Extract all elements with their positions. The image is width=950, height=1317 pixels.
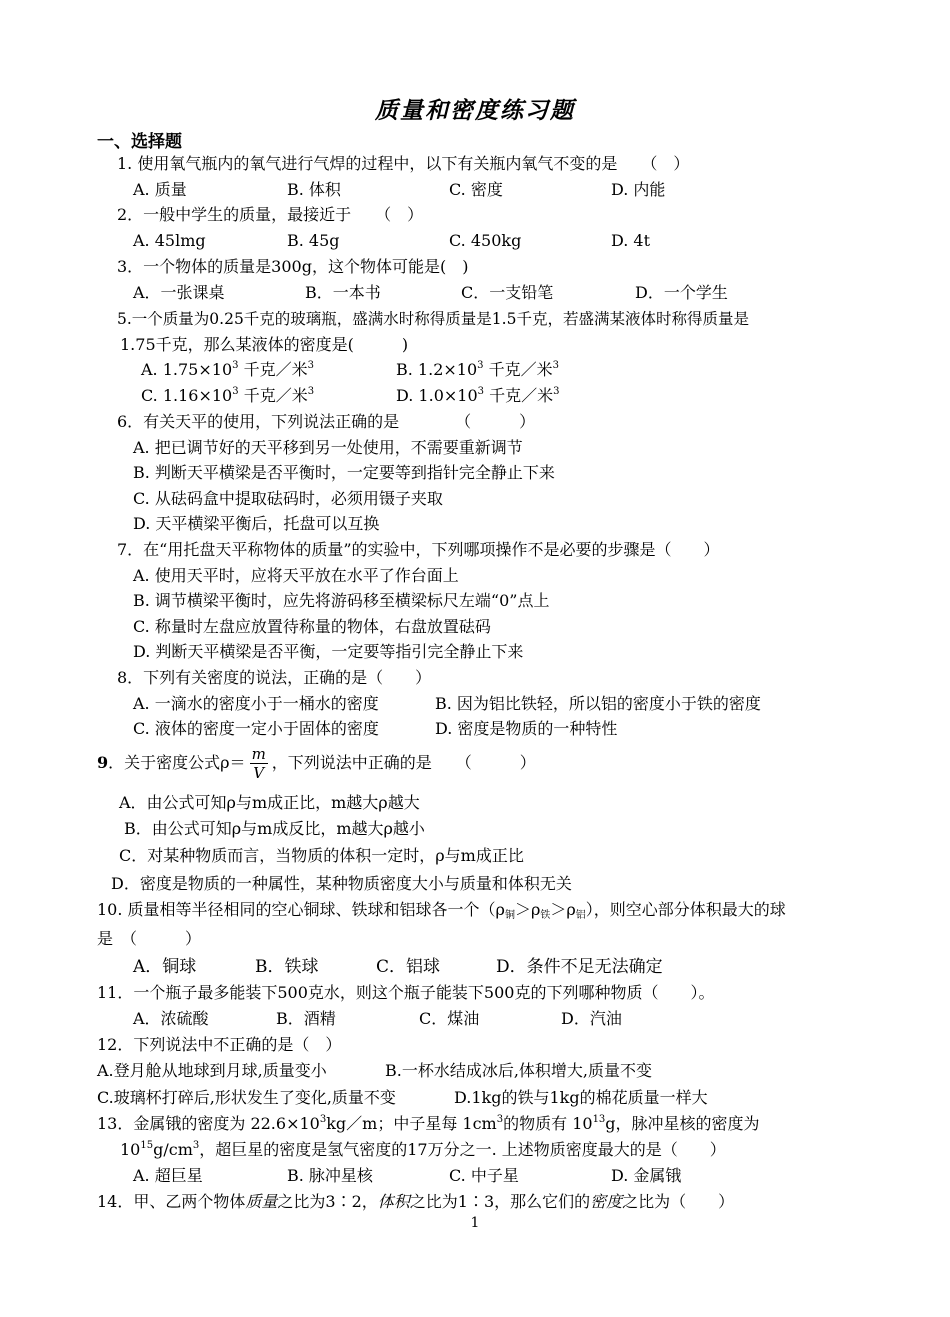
question-6-option-b: B. 判断天平横梁是否平衡时，一定要等到指针完全静止下来 bbox=[133, 463, 555, 482]
option-c: C. 中子星 bbox=[449, 1166, 519, 1185]
option-a: A. 45lmg bbox=[133, 231, 206, 250]
density-formula-fraction: $\frac{m}{V}$ bbox=[251, 745, 266, 782]
option-b: B. 体积 bbox=[287, 180, 341, 199]
page-title: 质量和密度练习题 bbox=[375, 97, 575, 124]
option-d: D. $1.0\times 10^3$ 千克／米$^3$ bbox=[396, 386, 560, 405]
option-d: D. 内能 bbox=[611, 180, 666, 199]
option-d: D．汽油 bbox=[561, 1009, 622, 1028]
question-9-option-c: C．对某种物质而言，当物质的体积一定时，ρ与m成正比 bbox=[119, 846, 524, 865]
question-8-stem: 8．下列有关密度的说法，正确的是（ ） bbox=[117, 668, 432, 687]
option-c: C. 液体的密度一定小于固体的密度 bbox=[133, 719, 379, 738]
question-1-stem: 1. 使用氧气瓶内的氧气进行气焊的过程中，以下有关瓶内氧气不变的是 （ ） bbox=[117, 154, 690, 173]
option-a: A. 质量 bbox=[133, 180, 187, 199]
option-b: B. 脉冲星核 bbox=[287, 1166, 373, 1185]
question-7-option-a: A. 使用天平时，应将天平放在水平了作台面上 bbox=[133, 566, 459, 585]
question-5-stem-2: 1.75千克，那么某液体的密度是( ) bbox=[120, 335, 409, 354]
option-c: C. 密度 bbox=[449, 180, 503, 199]
option-c: C．煤油 bbox=[419, 1009, 480, 1028]
option-c: C．一支铅笔 bbox=[461, 283, 554, 302]
question-10-stem-2: 是 （ ） bbox=[97, 929, 202, 948]
question-6-option-d: D. 天平横梁平衡后，托盘可以互换 bbox=[133, 514, 380, 533]
question-9-option-d: D．密度是物质的一种属性，某种物质密度大小与质量和体积无关 bbox=[111, 874, 572, 893]
question-9-option-b: B．由公式可知ρ与m成反比，m越大ρ越小 bbox=[124, 819, 425, 838]
option-d: D．条件不足无法确定 bbox=[496, 957, 663, 977]
option-d: D．一个学生 bbox=[635, 283, 728, 302]
option-c: C. 450kg bbox=[449, 231, 522, 250]
option-b: B. 45g bbox=[287, 231, 340, 250]
option-a: A．一张课桌 bbox=[133, 283, 225, 302]
question-13-stem-1: 13．金属锇的密度为 $22.6\times 10^3kg/m$；中子星每 $1cm^3$的物质有 $10^{13}g$，脉冲星核的密度为 bbox=[97, 1114, 760, 1133]
option-a: A．铜球 bbox=[133, 957, 197, 977]
question-10-stem: 10. 质量相等半径相同的空心铜球、铁球和铝球各一个$(\rho_铜>\rho_铁>\rho_铝)$，则空心部分体积最大的球 bbox=[97, 900, 786, 921]
question-3-stem: 3．一个物体的质量是300g，这个物体可能是( ) bbox=[117, 257, 469, 276]
option-a: A. 一滴水的密度小于一桶水的密度 bbox=[133, 694, 379, 713]
option-b: B．酒精 bbox=[276, 1009, 336, 1028]
question-7-option-c: C. 称量时左盘应放置待称量的物体，右盘放置砝码 bbox=[133, 617, 491, 636]
section-heading: 一、选择题 bbox=[97, 132, 182, 152]
option-b: B. $1.2\times 10^3$ 千克／米$^3$ bbox=[396, 360, 559, 379]
question-9-stem: 9．关于密度公式ρ＝ $\frac{m}{V}$ ，下列说法中正确的是 （ ） bbox=[97, 745, 536, 782]
question-13-stem-2: $10^{15}g/cm^3$，超巨星的密度是氢气密度的17万分之一. 上述物质密度最大的是（ ） bbox=[120, 1140, 726, 1159]
option-a: A. 超巨星 bbox=[133, 1166, 203, 1185]
question-9-option-a: A．由公式可知ρ与m成正比，m越大ρ越大 bbox=[119, 793, 420, 812]
question-7-option-b: B. 调节横梁平衡时，应先将游码移至横梁标尺左端“0”点上 bbox=[133, 591, 550, 610]
option-b: B．一本书 bbox=[305, 283, 381, 302]
question-7-option-d: D. 判断天平横梁是否平衡，一定要等指引完全静止下来 bbox=[133, 642, 524, 661]
option-d: D. 密度是物质的一种特性 bbox=[435, 719, 618, 738]
option-c: C. $1.16\times 10^3$ 千克／米$^3$ bbox=[141, 386, 315, 405]
question-12-stem: 12．下列说法中不正确的是（ ） bbox=[97, 1035, 342, 1054]
option-a: A. $1.75\times 10^3$ 千克／米$^3$ bbox=[141, 360, 314, 379]
option-d: D. 4t bbox=[611, 231, 651, 250]
question-11-stem: 11．一个瓶子最多能装下500克水，则这个瓶子能装下500克的下列哪种物质（ ）。 bbox=[97, 983, 715, 1002]
option-b: B. 因为铝比铁轻，所以铝的密度小于铁的密度 bbox=[435, 694, 761, 713]
option-b: B．铁球 bbox=[255, 957, 319, 977]
option-d: D.1kg的铁与1kg的棉花质量一样大 bbox=[454, 1088, 708, 1107]
option-b: B.一杯水结成冰后,体积增大,质量不变 bbox=[385, 1061, 653, 1080]
question-6-option-a: A. 把已调节好的天平移到另一处使用，不需要重新调节 bbox=[133, 438, 523, 457]
option-d: D. 金属锇 bbox=[611, 1166, 682, 1185]
question-5-stem-1: 5.一个质量为0.25千克的玻璃瓶，盛满水时称得质量是1.5千克，若盛满某液体时称得质量是 bbox=[117, 310, 749, 328]
option-c: C.玻璃杯打碎后,形状发生了变化,质量不变 bbox=[97, 1088, 396, 1107]
question-14-stem: 14．甲、乙两个物体质量之比为3∶2，体积之比为1∶3，那么它们的密度之比为（ ） bbox=[97, 1192, 735, 1211]
page-number: 1 bbox=[470, 1215, 480, 1231]
option-a: A．浓硫酸 bbox=[133, 1009, 209, 1028]
question-7-stem: 7．在“用托盘天平称物体的质量”的实验中，下列哪项操作不是必要的步骤是（ ） bbox=[117, 540, 720, 559]
option-c: C．铝球 bbox=[376, 957, 441, 977]
question-2-stem: 2．一般中学生的质量，最接近于 （ ） bbox=[117, 205, 424, 224]
question-6-stem: 6．有关天平的使用，下列说法正确的是 （ ） bbox=[117, 412, 536, 431]
question-6-option-c: C. 从砝码盒中提取砝码时，必须用镊子夹取 bbox=[133, 489, 443, 508]
option-a: A.登月舱从地球到月球,质量变小 bbox=[97, 1061, 327, 1080]
